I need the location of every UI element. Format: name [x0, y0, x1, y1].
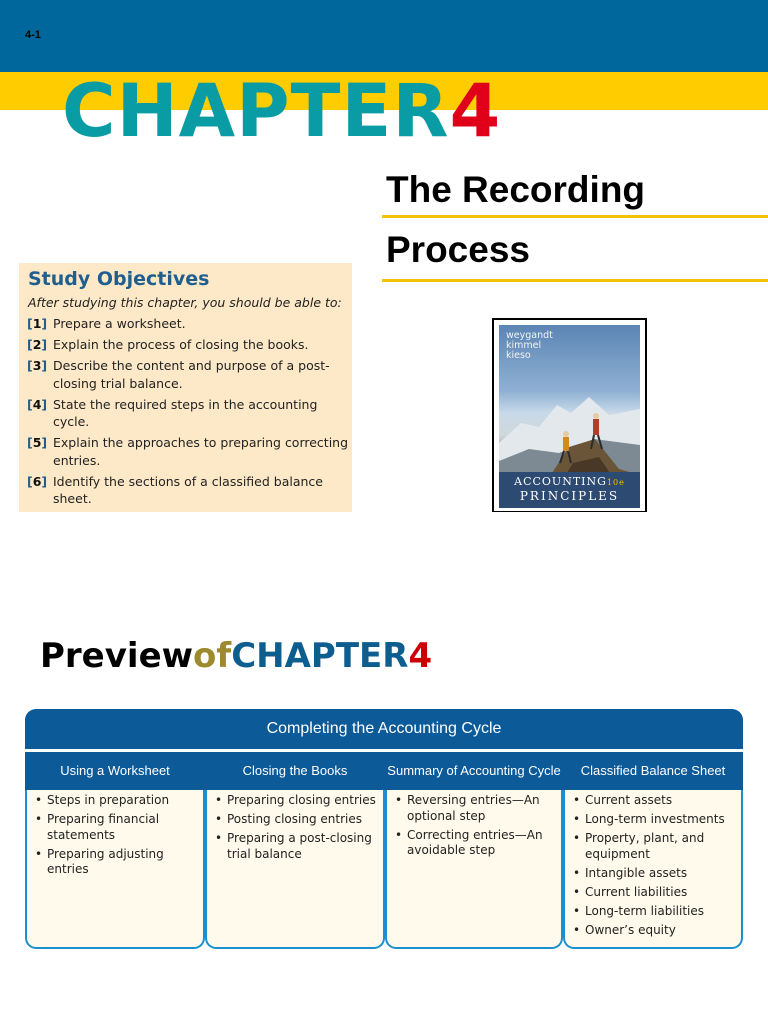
column-body: [205, 790, 385, 949]
column-body: [563, 790, 743, 949]
chapter-heading: [62, 70, 501, 154]
list-item: • Current liabilities: [573, 885, 737, 901]
list-item: • Preparing financial statements: [35, 812, 199, 843]
objective-item: [27, 434, 349, 469]
chapter-preview-slide: [0, 512, 768, 1024]
objective-text: Explain the process of closing the books.: [53, 337, 309, 352]
header-bar-blue: [0, 0, 768, 72]
objective-item: [27, 396, 349, 431]
objective-text: Prepare a worksheet.: [53, 316, 186, 331]
study-objectives-list: [27, 315, 349, 511]
accounting-cycle-chart: [25, 709, 743, 951]
objective-item: [27, 473, 349, 508]
cover-authors: weygandt kimmel kieso: [506, 330, 553, 361]
column-heading: Classified Balance Sheet: [563, 752, 743, 790]
list-item: • Owner’s equity: [573, 923, 737, 939]
chapter-title-line1: The Recording: [386, 169, 646, 210]
list-item: • Long-term liabilities: [573, 904, 737, 920]
column-item-list: [573, 793, 737, 938]
list-item: • Posting closing entries: [215, 812, 379, 828]
textbook-cover-image: [492, 318, 647, 512]
study-objectives-heading: Study Objectives: [28, 268, 210, 290]
preview-heading: [40, 634, 432, 678]
cover-edition: 10e: [606, 478, 625, 487]
list-item: • Reversing entries—An optional step: [395, 793, 557, 824]
list-item: • Preparing adjusting entries: [35, 847, 199, 878]
objective-number: [6]: [27, 473, 48, 489]
objective-item: [27, 336, 349, 354]
column-heading: Using a Worksheet: [25, 752, 205, 790]
preview-chapter-word: CHAPTER: [231, 636, 409, 676]
list-item: • Preparing closing entries: [215, 793, 379, 809]
objective-text: Identify the sections of a classified balance sheet.: [53, 473, 323, 506]
column-item-list: [395, 793, 557, 859]
slide-number: 4-1: [25, 29, 41, 41]
chapter-number: 4: [449, 69, 502, 154]
chapter-title-line2: Process: [386, 229, 530, 270]
column-item-list: [35, 793, 199, 878]
objective-text: State the required steps in the accounting cycle.: [53, 396, 318, 429]
cover-title-line2: PRINCIPLES: [519, 489, 620, 503]
preview-word: Preview: [40, 636, 194, 676]
preview-of-word: of: [193, 636, 232, 676]
title-underline: [382, 279, 768, 282]
list-item: • Steps in preparation: [35, 793, 199, 809]
cover-photo: [499, 325, 640, 508]
objective-number: [5]: [27, 435, 48, 450]
objective-item: [27, 315, 349, 333]
objective-text: Describe the content and purpose of a post-closing trial balance.: [53, 358, 330, 391]
column-heading: Closing the Books: [205, 752, 385, 790]
list-item: • Preparing a post-closing trial balance: [215, 831, 379, 862]
objective-number: [3]: [27, 358, 48, 373]
objective-number: [1]: [27, 316, 48, 331]
objective-text: Explain the approaches to preparing correcting entries.: [53, 435, 349, 468]
preview-chapter-number: 4: [408, 636, 433, 676]
list-item: • Correcting entries—An avoidable step: [395, 828, 557, 859]
list-item: • Current assets: [573, 793, 737, 809]
chart-title: Completing the Accounting Cycle: [25, 709, 743, 749]
list-item: • Property, plant, and equipment: [573, 831, 737, 862]
column-item-list: [215, 793, 379, 862]
study-objectives-intro: After studying this chapter, you should be able to:: [28, 295, 342, 310]
objective-number: [4]: [27, 396, 48, 412]
title-underline: [382, 215, 768, 218]
objective-item: [27, 357, 349, 392]
list-item: • Long-term investments: [573, 812, 737, 828]
study-objectives-box: [19, 263, 352, 512]
chapter-word: CHAPTER: [62, 69, 450, 154]
list-item: • Intangible assets: [573, 866, 737, 882]
column-body: [25, 790, 205, 949]
column-heading: Summary of Accounting Cycle: [385, 752, 563, 790]
objective-number: [2]: [27, 337, 48, 352]
cover-title-line1: ACCOUNTING10e: [514, 475, 625, 488]
column-body: [385, 790, 563, 949]
